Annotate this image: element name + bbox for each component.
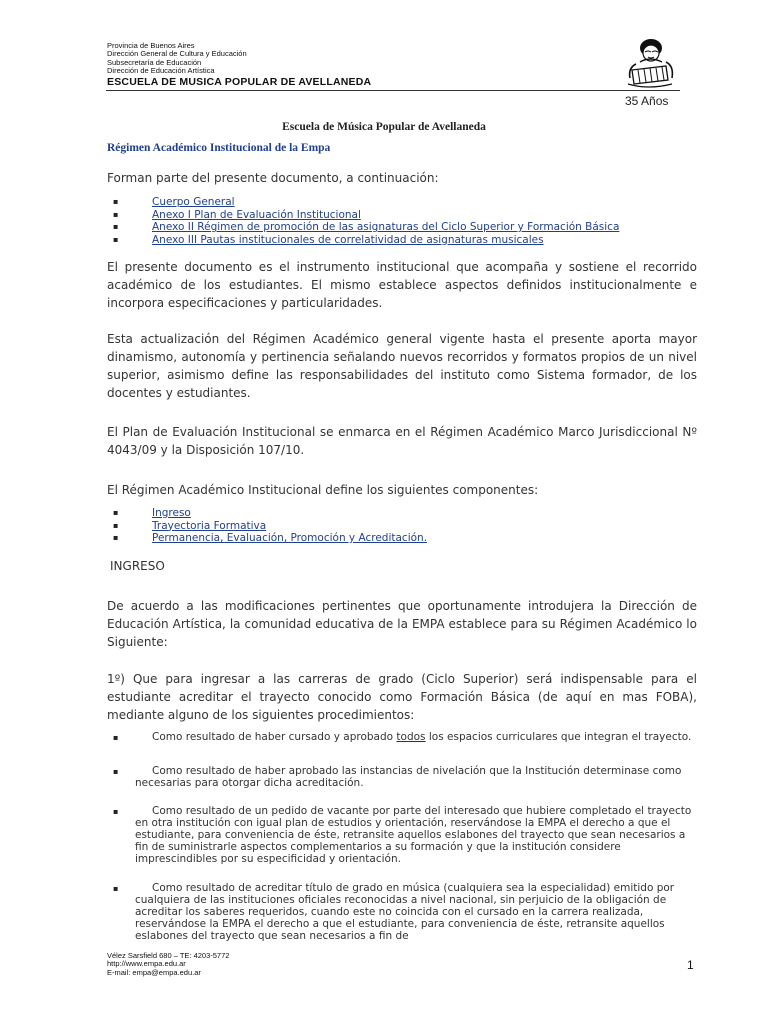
bullet-icon: ▪ (113, 222, 119, 232)
procedure-text: Como resultado de haber cursado y aprobado todos los espacios curriculares que integran el trayecto. (152, 731, 692, 743)
bullet-icon: ▪ (113, 767, 119, 776)
paragraph: De acuerdo a las modificaciones pertinentes que oportunamente introdujera la Dirección de Educación Artística, la comunidad educativa de la EMPA establece para su Régimen Académico lo Siguiente: (107, 599, 697, 649)
bullet-icon: ▪ (113, 520, 119, 530)
bullet-icon: ▪ (113, 209, 119, 219)
bullet-icon: ▪ (113, 807, 119, 816)
link-anexo-i[interactable]: Anexo I Plan de Evaluación Institucional (152, 208, 361, 221)
paragraph: 1º) Que para ingresar a las carreras de grado (Ciclo Superior) será indispensable para el estudiante acreditar el trayecto conocido como Formación Básica (de aquí en mas FOBA), mediante alguno de los siguientes procedimientos: (107, 672, 697, 722)
components-intro: El Régimen Académico Institucional define los siguientes componentes: (107, 483, 539, 497)
bullet-icon: ▪ (113, 733, 119, 742)
link-permanencia[interactable]: Permanencia, Evaluación, Promoción y Acreditación. (152, 532, 428, 545)
letterhead-line: Dirección General de Cultura y Educación (107, 49, 247, 59)
bullet-icon: ▪ (113, 234, 119, 244)
paragraph: El presente documento es el instrumento institucional que acompaña y sostiene el recorrido académico de los estudiantes. El mismo establece aspectos definidos institucionalmente e incorpora especificaciones y particularidades. (107, 260, 697, 310)
bullet-icon: ▪ (113, 884, 119, 893)
link-cuerpo-general[interactable]: Cuerpo General (152, 196, 235, 208)
anniversary-label: 35 Años (625, 94, 669, 108)
link-anexo-ii[interactable]: Anexo II Régimen de promoción de las asignaturas del Ciclo Superior y Formación Básica (152, 221, 620, 234)
school-name: ESCUELA DE MUSICA POPULAR DE AVELLANEDA (107, 75, 372, 88)
bullet-icon: ▪ (113, 508, 119, 517)
procedure-item (107, 731, 697, 743)
document-title: Escuela de Música Popular de Avellaneda (282, 121, 486, 133)
list-item (107, 221, 619, 234)
header-divider (106, 90, 680, 91)
letterhead-line: Dirección de Educación Artística (107, 66, 215, 76)
letterhead-line: Provincia de Buenos Aires (107, 41, 195, 50)
link-anexo-iii[interactable]: Anexo III Pautas institucionales de correlatividad de asignaturas musicales (152, 233, 544, 246)
list-item (107, 507, 427, 520)
list-item (107, 520, 427, 533)
footer-website-link[interactable]: http://www.empa.edu.ar (107, 959, 186, 969)
paragraph: El Plan de Evaluación Institucional se enmarca en el Régimen Académico Marco Jurisdiccional Nº 4043/09 y la Disposición 107/10. (107, 425, 697, 457)
letterhead-line: Subsecretaría de Educación (107, 57, 202, 67)
page-number: 1 (687, 958, 694, 972)
procedure-item (107, 805, 697, 865)
list-item (107, 196, 619, 209)
paragraph: Esta actualización del Régimen Académico general vigente hasta el presente aporta mayor dinamismo, autonomía y pertinencia señalando nuevos recorridos y formatos propios de un nivel superior, asimismo define las responsabilidades del instituto como Sistema formador, de los docentes y estudiantes. (107, 332, 697, 400)
list-item (107, 234, 619, 247)
list-item (107, 532, 427, 545)
bullet-icon: ▪ (113, 197, 119, 206)
intro-paragraph: Forman parte del presente documento, a continuación: (107, 171, 439, 185)
procedure-text: Como resultado de un pedido de vacante por parte del interesado que hubiere completado el trayecto en otra institución con igual plan de estudios y orientación, reservándose la EMPA el derecho a que el estudiante, para conveniencia de éste, retransite aquellos eslabones del trayecto que sean necesarios a fin de suministrarle aspectos complementarios a su formación y que la institución considere imprescindibles por su especificidad y orientación. (135, 805, 692, 865)
bullet-icon: ▪ (113, 533, 119, 543)
bandoneon-player-logo-icon (618, 36, 680, 92)
document-subtitle: Régimen Académico Institucional de la Empa (107, 142, 331, 154)
letterhead (107, 42, 371, 88)
link-ingreso[interactable]: Ingreso (152, 507, 191, 519)
footer-email[interactable]: E-mail: empa@empa.edu.ar (107, 967, 201, 977)
footer (107, 952, 229, 977)
procedure-text: Como resultado de haber aprobado las instancias de nivelación que la Institución determinase como necesarias para otorgar dicha acreditación. (135, 765, 682, 789)
procedure-item (107, 765, 697, 789)
procedure-text: Como resultado de acreditar título de grado en música (cualquiera sea la especialidad) emitido por cualquiera de las instituciones oficiales reconocidas a nivel nacional, sin perjuicio de la obligación de acreditar los saberes requeridos, cuando este no coincida con el cursado en la carrera realizada, reservándose la EMPA el derecho a que el estudiante, para conveniencia de éste, retransite aquellos eslabones del trayecto que sean necesarios a fin de (135, 882, 675, 942)
footer-address: Vélez Sarsfield 680 – TE: 4203-5772 (107, 951, 230, 960)
section-heading: INGRESO (110, 559, 165, 573)
list-item (107, 209, 619, 222)
procedure-item (107, 882, 697, 946)
link-trayectoria-formativa[interactable]: Trayectoria Formativa (152, 519, 267, 532)
document-parts-list (107, 196, 619, 246)
components-list (107, 507, 427, 545)
